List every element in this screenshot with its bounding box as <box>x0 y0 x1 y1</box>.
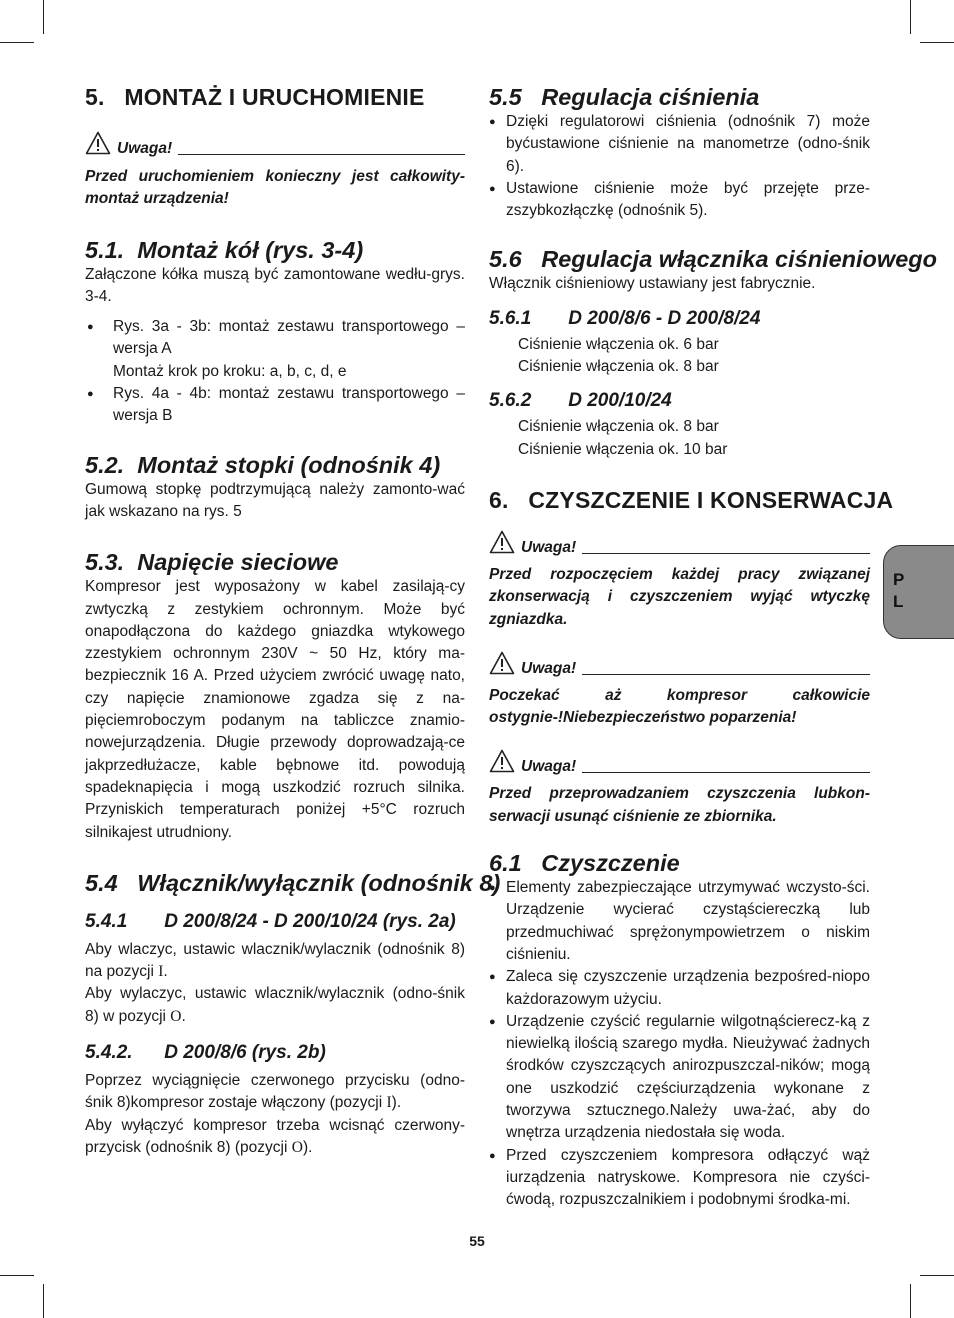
section-5-4-heading: 5.4 Włącznik/wyłącznik (odnośnik 8) <box>85 869 501 896</box>
warning-triangle-icon <box>489 651 515 675</box>
section-5-4-2-text-a: Poprzez wyciągnięcie czerwonego przycisku (odno-śnik 8)kompresor zostaje włączony (pozycji I). <box>85 1072 465 1112</box>
list-item: ● Elementy zabezpieczające utrzymywać wczysto-ści. Urządzenie wycierać czystąściereczką lub przedmuchiwać sprężonympowietrzem o niskim ciśnieniu. <box>489 877 870 966</box>
warning-label: Uwaga! <box>521 538 577 556</box>
section-5-1-list <box>85 316 465 427</box>
crop-mark <box>920 42 954 43</box>
warning-row <box>489 747 870 776</box>
crop-mark <box>0 1275 34 1276</box>
warning-row <box>489 649 870 675</box>
list-item <box>85 383 465 428</box>
text-span: Aby wlaczyc, ustawic wlacznik/wylacznik (odnośnik 8) na pozycji <box>85 940 465 981</box>
language-tab-letter: P <box>893 570 905 589</box>
warning-label: Uwaga! <box>117 140 173 157</box>
warning-rule <box>582 772 870 773</box>
crop-mark <box>910 0 911 34</box>
warning-row <box>489 528 870 554</box>
section-5-3-heading: 5.3. Napięcie sieciowe <box>85 549 339 576</box>
section-5-heading: 5. MONTAŻ I URUCHOMIENIE <box>85 84 425 110</box>
section-5-6-1-line: Ciśnienie włączenia ok. 6 bar <box>518 335 719 353</box>
warning-label: Uwaga! <box>521 659 577 677</box>
language-tab <box>883 545 954 639</box>
position-symbol: O <box>291 1138 303 1156</box>
list-item: ● Ustawione ciśnienie może być przejęte prze-zszybkozłączkę (odnośnik 5). <box>489 178 870 223</box>
section-5-3-text: Kompresor jest wyposażony w kabel zasilają-cy zwtyczką z zestykiem ochronnym. Może być onapodłączona do każdego gniazdka wtykowego zzestykiem ochronnym 230V ~ 50 Hz, który ma-bezpiecznik 16 A. Przed użyciem zwrócić uwagę nato, czy napięcie znamionowe zgadza się z na-pięciemroboczym podanym na tabliczce znamio-nowejurządzenia. Długie przewody doprowadzają-ce jakprzedłużacze, kable bębnowe itd. powodują spadeknapięcia i mogą uszkodzić rozruch silnika. Przyniskich temperaturach poniżej +5°C rozruch silnikajest utrudniony. <box>85 578 465 841</box>
section-5-6-2-heading: 5.6.2 D 200/10/24 <box>489 390 672 412</box>
list-item: ● Przed czyszczeniem kompresora odłączyć wąż iurządzenia natryskowe. Kompresora nie czyści-ćwodą, rozpuszczalnikiem i podobnymi środka-mi. <box>489 1145 870 1212</box>
section-5-6-text: Włącznik ciśnieniowy ustawiany jest fabrycznie. <box>489 275 816 293</box>
list-item-text: Rys. 3a - 3b: montaż zestawu transportowego – wersja A <box>113 318 465 358</box>
list-item: ● Dzięki regulatorowi ciśnienia (odnośnik 7) może byćustawione ciśnienie na manometrze (odno-śnik 6). <box>489 111 870 178</box>
warning-triangle-icon <box>85 131 111 155</box>
warning-row <box>85 129 465 155</box>
section-5-6-1-line: Ciśnienie włączenia ok. 8 bar <box>518 358 719 376</box>
crop-mark <box>920 1275 954 1276</box>
list-item: ● Urządzenie czyścić regularnie wilgotnąścierecz-ką z niewielką ilością szarego mydła. Nieużywać żadnych środków czyszczących anirozpuszczal-ników; mogą one uszkodzić częściurządzenia wykonane z tworzywa sztucznego.Należy uwa-żać, aby do wnętrza urządzenia niedostała się woda. <box>489 1011 870 1145</box>
section-5-6-2-line: Ciśnienie włączenia ok. 10 bar <box>518 440 728 458</box>
warning-triangle-icon <box>489 749 515 773</box>
section-5-2-heading: 5.2. Montaż stopki (odnośnik 4) <box>85 451 441 478</box>
section-5-5-heading: 5.5 Regulacja ciśnienia <box>489 84 760 110</box>
list-item: ● Zaleca się czyszczenie urządzenia bezpośred-niopo każdorazowym użyciu. <box>489 966 870 1011</box>
warning-rule <box>582 674 870 675</box>
section-6-1-list <box>489 877 870 1211</box>
warning-text: Poczekać aż kompresor całkowicie ostygnie-!Niebezpieczeństwo poparzenia! <box>489 686 870 727</box>
list-item <box>85 316 465 383</box>
list-item-subtext: Montaż krok po kroku: a, b, c, d, e <box>113 362 347 380</box>
crop-mark <box>0 42 34 43</box>
crop-mark <box>910 1284 911 1318</box>
position-symbol: O <box>170 1007 182 1025</box>
warning-rule <box>582 553 870 554</box>
section-5-4-2-text-b: Aby wyłączyć kompresor trzeba wcisnąć czerwony-przycisk (odnośnik 8) (pozycji O). <box>85 1116 465 1156</box>
section-5-4-1-text-b: Aby wylaczyc, ustawic wlacznik/wylacznik (odno-śnik 8) w pozycji O. <box>85 985 465 1025</box>
warning-text: Przed uruchomieniem konieczny jest całkowity-montaż urządzenia! <box>85 168 465 208</box>
right-column <box>489 84 937 1212</box>
text-span: Aby wylaczyc, ustawic wlacznik/wylacznik (odno-śnik 8) w pozycji <box>85 985 465 1025</box>
text-span: Aby wyłączyć kompresor trzeba wcisnąć czerwony-przycisk (odnośnik 8) (pozycji <box>85 1116 465 1156</box>
warning-text: Przed przeprowadzaniem czyszczenia lubkon-serwacji usunąć ciśnienie ze zbiornika. <box>489 785 870 825</box>
language-tab-letter: L <box>893 592 904 611</box>
position-symbol: I <box>386 1094 392 1112</box>
section-5-2-text: Gumową stopkę podtrzymującą należy zamonto-wać jak wskazano na rys. 5 <box>85 480 465 520</box>
section-5-6-heading: 5.6 Regulacja włącznika ciśnieniowego <box>489 246 937 273</box>
section-6-heading: 6. CZYSZCZENIE I KONSERWACJA <box>489 486 894 513</box>
section-5-6-1-heading: 5.6.1 D 200/8/6 - D 200/8/24 <box>489 307 761 329</box>
warning-rule <box>178 154 465 155</box>
section-5-5-list <box>489 111 870 222</box>
section-6-1-heading: 6.1 Czyszczenie <box>489 850 680 877</box>
section-5-4-1-heading: 5.4.1 D 200/8/24 - D 200/10/24 (rys. 2a) <box>85 910 456 932</box>
warning-text: Przed rozpoczęciem każdej pracy związanej zkonserwacją i czyszczeniem wyjąć wtyczkę zgniazdka. <box>489 565 870 628</box>
warning-triangle-icon <box>489 530 515 554</box>
crop-mark <box>43 1284 44 1318</box>
section-5-1-heading: 5.1. Montaż kół (rys. 3-4) <box>85 236 364 263</box>
text-span: Poprzez wyciągnięcie czerwonego przycisku (odno-śnik 8)kompresor zostaje włączony (pozycji <box>85 1072 465 1112</box>
left-column <box>85 84 501 1159</box>
crop-mark <box>43 0 44 34</box>
warning-label: Uwaga! <box>521 758 577 776</box>
position-symbol: I <box>158 963 164 981</box>
page-number: 55 <box>469 1233 485 1249</box>
section-5-1-text: Załączone kółka muszą być zamontowane wedłu-grys. 3-4. <box>85 265 465 305</box>
section-5-4-2-heading: 5.4.2. D 200/8/6 (rys. 2b) <box>85 1042 326 1064</box>
section-5-4-1-text-a: Aby wlaczyc, ustawic wlacznik/wylacznik (odnośnik 8) na pozycji I. <box>85 940 465 981</box>
section-5-6-2-line: Ciśnienie włączenia ok. 8 bar <box>518 418 719 436</box>
list-item-text: Rys. 4a - 4b: montaż zestawu transportowego – wersja B <box>113 385 465 425</box>
